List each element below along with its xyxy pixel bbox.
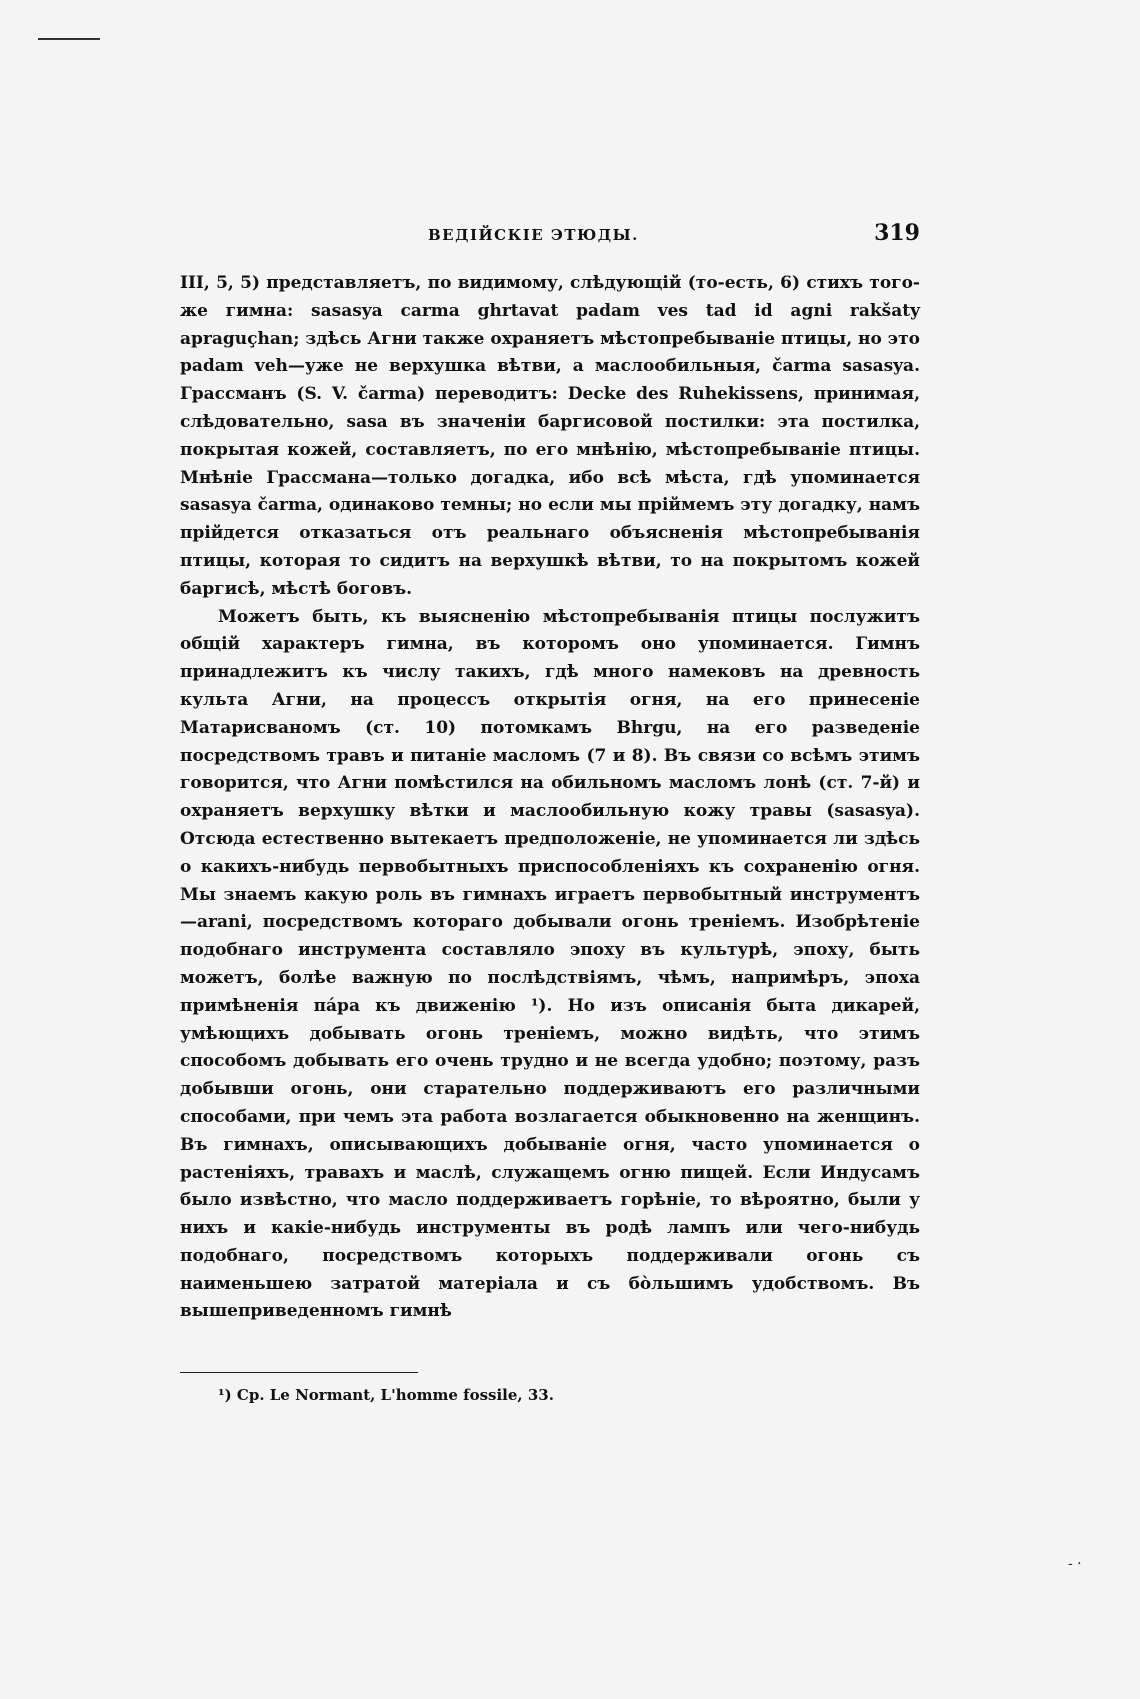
- paragraph-1: III, 5, 5) представляетъ, по видимому, слѣдующій (то-есть, 6) стихъ того-же гимна: sasasya carma ghrtavat padam ves tad id agni rakšaty aprаguçhan; здѣсь Агни также охраняетъ мѣстопребываніе птицы, но это padam veh—уже не верхушка вѣтви, а маслообильныя, čarma sasasya. Грассманъ (S. V. čarma) переводитъ: Decke des Ruhekissens, принимая, слѣдовательно, sasa въ значеніи баргисовой постилки: эта постилка, покрытая кожей, составляетъ, по его мнѣнію, мѣстопребываніе птицы. Мнѣніе Грассмана—только догадка, ибо всѣ мѣста, гдѣ упоминается sasasya čarma, одинаково темны; но если мы пріймемъ эту догадку, намъ прійдется отказаться отъ реальнаго объясненія мѣстопребыванія птицы, которая то сидитъ на верхушкѣ вѣтви, то на покрытомъ кожей баргисѣ, мѣстѣ боговъ.: [180, 273, 920, 599]
- page-header: [180, 220, 920, 254]
- footnote: ¹) Ср. Le Normant, L'homme fossile, 33.: [218, 1386, 554, 1404]
- body-text: [180, 270, 920, 1326]
- scan-edge-mark: [38, 38, 100, 40]
- footnote-separator: [180, 1372, 418, 1373]
- paragraph-2: Можетъ быть, къ выясненію мѣстопребыванія птицы послужитъ общій характеръ гимна, въ которомъ оно упоминается. Гимнъ принадлежитъ къ числу такихъ, гдѣ много намековъ на древность культа Агни, на процессъ открытія огня, на его принесеніе Матарисваномъ (ст. 10) потомкамъ Bhrgu, на его разведеніе посредствомъ травъ и питаніе масломъ (7 и 8). Въ связи со всѣмъ этимъ говорится, что Агни помѣстился на обильномъ масломъ лонѣ (ст. 7-й) и охраняетъ верхушку вѣтки и маслообильную кожу травы (sasasya). Отсюда естественно вытекаетъ предположеніе, не упоминается ли здѣсь о какихъ-нибудь первобытныхъ приспособленіяхъ къ сохраненію огня. Мы знаемъ какую роль въ гимнахъ играетъ первобытный инструментъ—arani, посредствомъ котораго добывали огонь треніемъ. Изобрѣтеніе подобнаго инструмента составляло эпоху въ культурѣ, эпоху, быть можетъ, болѣе важную по послѣдствіямъ, чѣмъ, напримѣръ, эпоха примѣненія пáра къ движенію ¹). Но изъ описанія быта дикарей, умѣющихъ добывать огонь треніемъ, можно видѣть, что этимъ способомъ добывать его очень трудно и не всегда удобно; поэтому, разъ добывши огонь, они старательно поддерживаютъ его различными способами, при чемъ эта работа возлагается обыкновенно на женщинъ. Въ гимнахъ, описывающихъ добываніе огня, часто упоминается о растеніяхъ, травахъ и маслѣ, служащемъ огню пищей. Если Индусамъ было извѣстно, что масло поддерживаетъ горѣніе, то вѣроятно, были у нихъ и какіе-нибудь инструменты въ родѣ лампъ или чего-нибудь подобнаго, посредствомъ которыхъ поддерживали огонь съ наименьшею затратой матеріала и съ бо̀льшимъ удобствомъ. Въ вышеприведенномъ гимнѣ: [180, 606, 920, 1322]
- scan-artifact-mark: - ·: [1068, 1556, 1082, 1572]
- page-number: 319: [874, 220, 920, 246]
- running-title: ВЕДІЙСКІЕ ЭТЮДЫ.: [428, 226, 639, 244]
